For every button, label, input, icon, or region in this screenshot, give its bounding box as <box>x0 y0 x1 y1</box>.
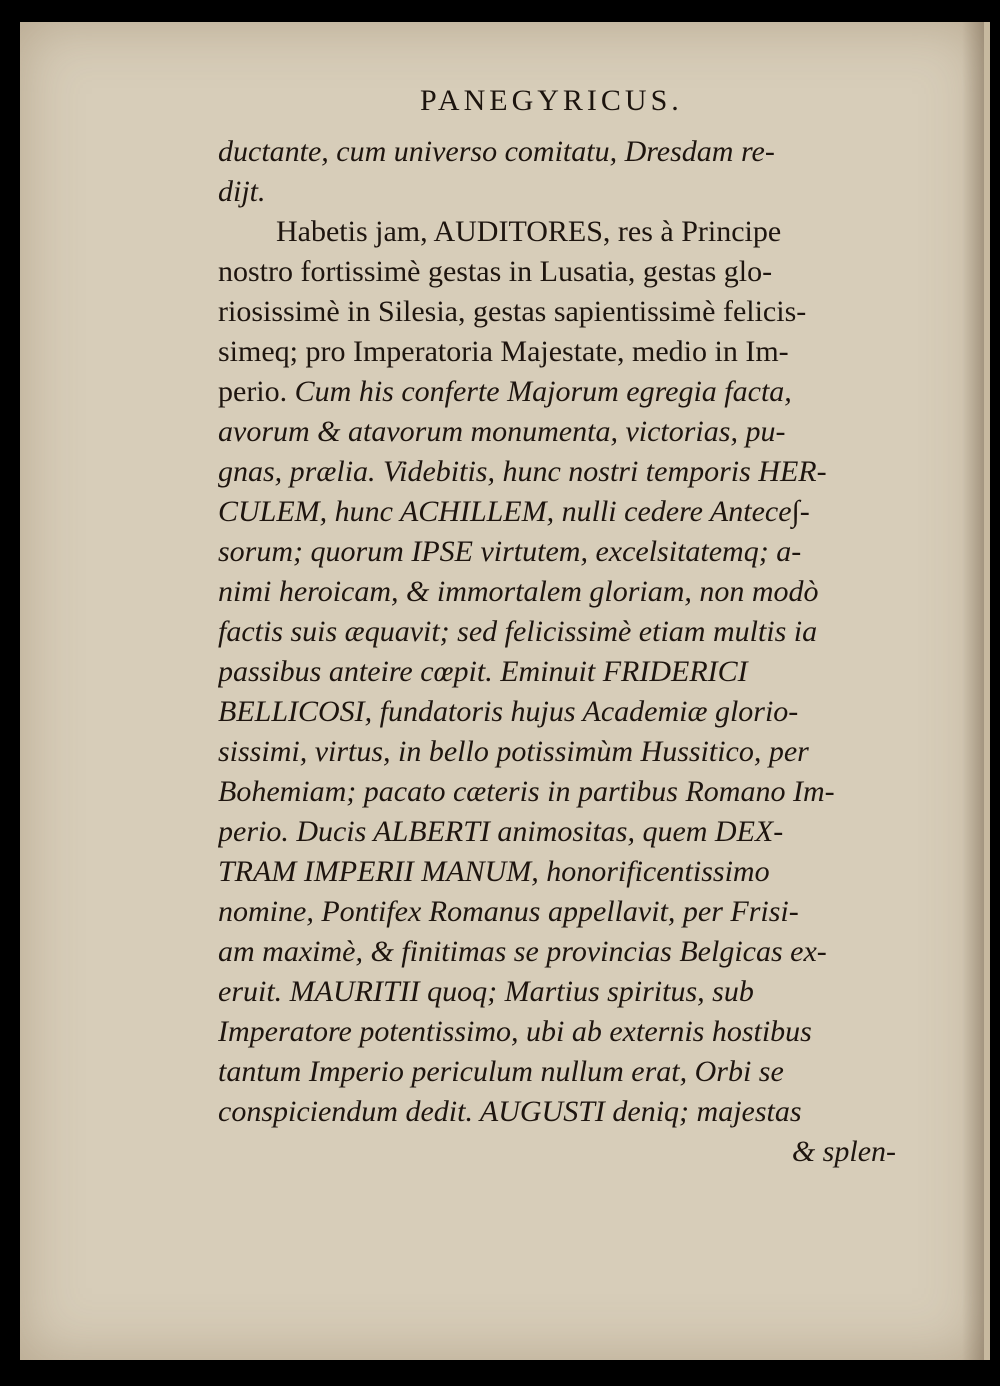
text-line: nimi heroicam, & immortalem gloriam, non modò <box>218 575 819 608</box>
text-line: Habetis jam, AUDITORES, res à Principe <box>276 215 782 248</box>
text-line: nostro fortissimè gestas in Lusatia, gestas glo- <box>218 255 773 288</box>
text-line: TRAM IMPERII MANUM, honorificentissimo <box>218 855 770 888</box>
text-line: CULEM, hunc ACHILLEM, nulli cedere Antece∫- <box>218 495 810 528</box>
text-line: passibus anteire cœpit. Eminuit FRIDERICI <box>218 655 748 688</box>
text-line: ductante, cum universo comitatu, Dresdam re- <box>218 135 775 168</box>
text-line-upright: perio. <box>218 375 288 408</box>
text-line: tantum Imperio periculum nullum erat, Orbi se <box>218 1055 784 1088</box>
text-line: simeq; pro Imperatoria Majestate, medio in Im- <box>218 335 789 368</box>
text-line: gnas, prælia. Videbitis, hunc nostri temporis HER- <box>218 455 827 488</box>
text-line: conspiciendum dedit. AUGUSTI deniq; majestas <box>218 1095 802 1128</box>
text-line: BELLICOSI, fundatoris hujus Academiæ glorio- <box>218 695 799 728</box>
text-line: Imperatore potentissimo, ubi ab externis hostibus <box>218 1015 812 1048</box>
text-line: avorum & atavorum monumenta, victorias, pu- <box>218 415 786 448</box>
text-line: dijt. <box>218 175 266 208</box>
text-line: riosissimè in Silesia, gestas sapientissimè felicis- <box>218 295 807 328</box>
text-line: nomine, Pontifex Romanus appellavit, per Frisi- <box>218 895 799 928</box>
text-line: Bohemiam; pacato cæteris in partibus Romano Im- <box>218 775 835 808</box>
catchword: & splen- <box>791 1135 896 1168</box>
text-line: am maximè, & finitimas se provincias Belgicas ex- <box>218 935 827 968</box>
text-line: factis suis æquavit; sed felicissimè etiam multis ia <box>218 615 818 648</box>
running-title: PANEGYRICUS. <box>420 84 683 117</box>
text-line-italic: Cum his conferte Majorum egregia facta, <box>287 375 792 408</box>
book-page <box>20 22 990 1360</box>
text-line: eruit. MAURITII quoq; Martius spiritus, sub <box>218 975 754 1008</box>
text-line: sorum; quorum IPSE virtutem, excelsitatemq; a- <box>218 535 802 568</box>
text-line: perio. Ducis ALBERTI animositas, quem DEX- <box>218 815 784 848</box>
body-text <box>218 132 908 1172</box>
text-line: sissimi, virtus, in bello potissimùm Hussitico, per <box>218 735 809 768</box>
text-line <box>218 372 908 412</box>
